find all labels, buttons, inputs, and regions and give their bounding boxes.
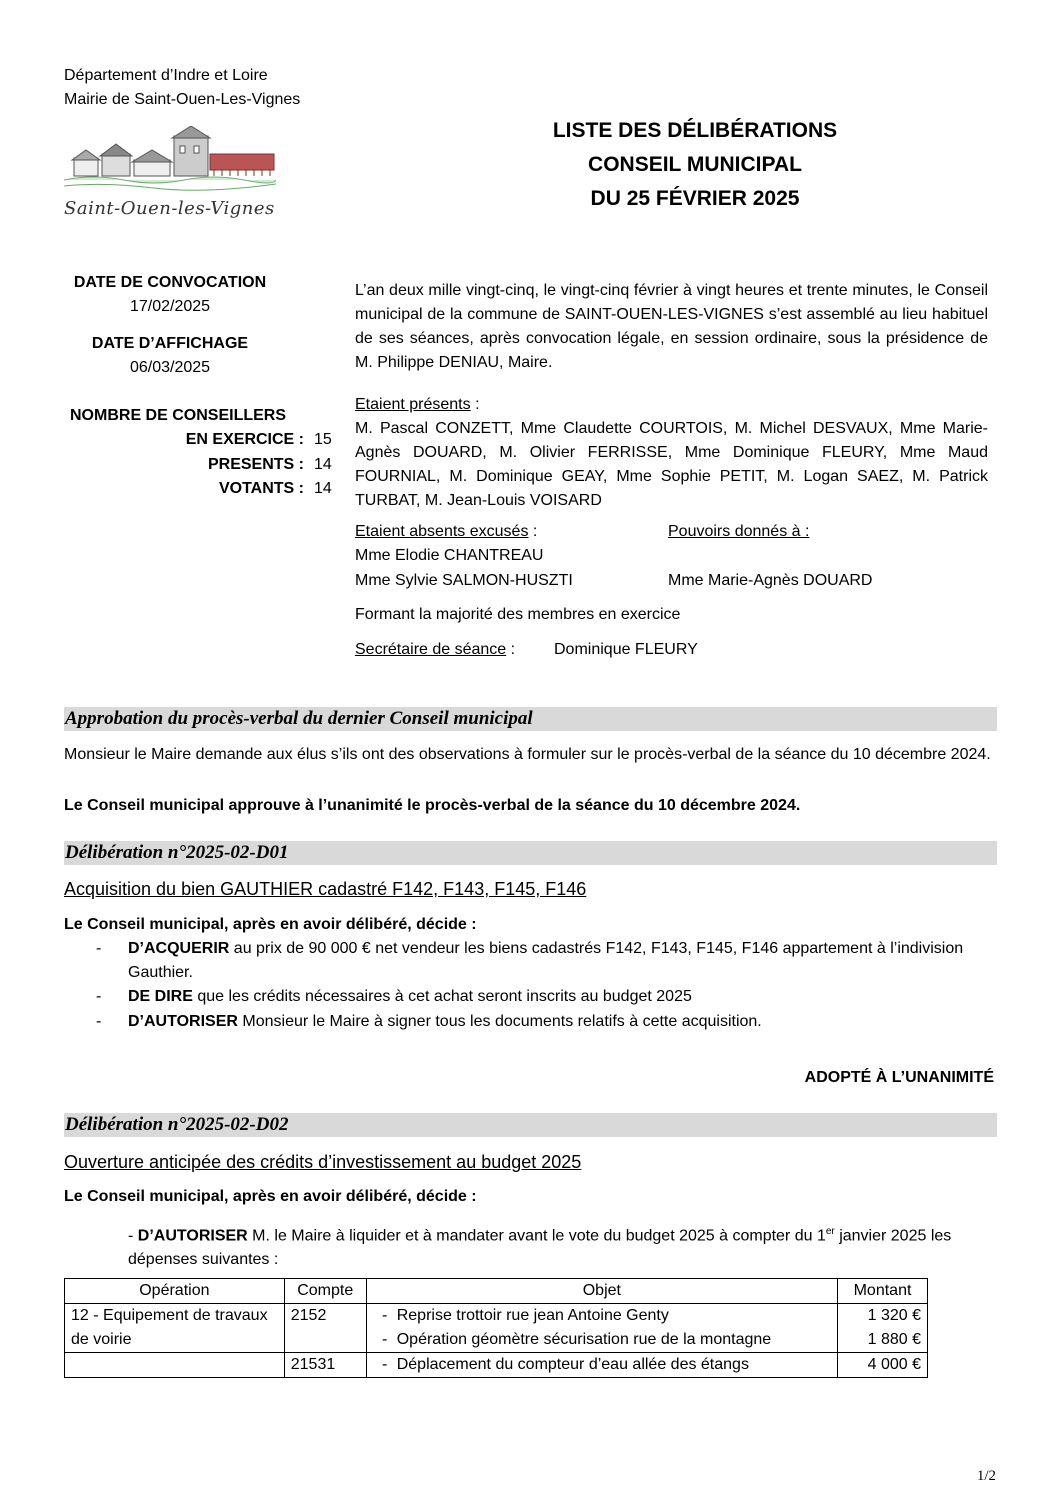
table-row [65, 1304, 928, 1329]
intro-paragraph: L’an deux mille vingt-cinq, le vingt-cinq février à vingt heures et trente minutes, le Conseil municipal de la commune de SAINT-OUEN-LES-VIGNES s’est assemblé au lieu habituel de ses séances, après convocation légale, en session ordinaire, sous la présidence de M. Philippe DENIAU, Maire. [355, 282, 988, 371]
votants-value: 14 [314, 480, 332, 497]
secretaire-sep: : [506, 641, 516, 658]
presents-block [355, 393, 988, 513]
d01-bullet-2: - DE DIRE que les crédits nécessaires à cet achat seront inscrits au budget 2025 [96, 988, 692, 1005]
presents-label: Etaient présents [355, 396, 471, 413]
pv-decision: Le Conseil municipal approuve à l’unanimité le procès-verbal de la séance du 10 décembre 2024. [64, 797, 801, 814]
section-bar-pv [64, 707, 997, 731]
table-header-operation: Opération [65, 1279, 285, 1304]
title-line-3: DU 25 FÉVRIER 2025 [590, 187, 800, 210]
d01-b3-text: Monsieur le Maire à signer tous les documents relatifs à cette acquisition. [237, 1013, 762, 1030]
absents-block [355, 523, 537, 541]
table-header-montant: Montant [838, 1279, 928, 1304]
operations-table [64, 1278, 928, 1378]
secretaire-name: Dominique FLEURY [554, 641, 698, 658]
mairie-logo [64, 126, 276, 236]
votants-label: VOTANTS : [218, 480, 304, 497]
absent-2: Mme Sylvie SALMON-HUSZTI [355, 572, 573, 589]
pouvoir-2: Mme Marie-Agnès DOUARD [668, 572, 873, 589]
convocation-date: 17/02/2025 [129, 298, 211, 315]
secretaire-label: Secrétaire de séance [355, 641, 507, 658]
objet-text: Opération géomètre sécurisation rue de la montagne [396, 1331, 772, 1348]
d02-item-prefix: - [128, 1227, 138, 1245]
d01-b1-bold: D’ACQUERIR [128, 940, 230, 957]
section-title-d01: Délibération n°2025-02-D01 [65, 842, 289, 863]
table-cell-compte: 2152 [284, 1304, 366, 1353]
table-cell-objet: - Reprise trottoir rue jean Antoine Genty [366, 1304, 837, 1329]
village-drawing-icon [64, 126, 276, 198]
presents-sep: : [470, 396, 480, 413]
majorite-text: Formant la majorité des membres en exercice [355, 606, 681, 623]
table-cell-montant: 1 320 € [838, 1304, 928, 1329]
absents-label: Etaient absents excusés [355, 523, 529, 540]
table-header-objet: Objet [366, 1279, 837, 1304]
table-cell-operation: 12 - Equipement de travaux de voirie [65, 1304, 285, 1353]
table-cell-montant: 1 880 € [838, 1328, 928, 1353]
presents-label: PRESENTS : [207, 456, 304, 473]
table-header-row [65, 1279, 928, 1304]
section-bar-d02 [64, 1113, 997, 1137]
pv-text: Monsieur le Maire demande aux élus s’ils ont des observations à formuler sur le procès-verbal de la séance du 10 décembre 2024. [64, 746, 991, 763]
table-cell-objet: - Déplacement du compteur d’eau allée des étangs [366, 1353, 837, 1378]
d02-item [128, 1220, 988, 1272]
affichage-label: DATE D’AFFICHAGE [91, 335, 249, 352]
d01-b3-bold: D’AUTORISER [128, 1013, 238, 1030]
exercice-value: 15 [314, 431, 332, 448]
table-cell-compte: 21531 [284, 1353, 366, 1378]
presents-value: 14 [314, 456, 332, 473]
d01-bullet-1: - D’ACQUERIR au prix de 90 000 € net vendeur les biens cadastrés F142, F143, F145, F146 appartement à l’indivision Gauthier. [96, 940, 964, 981]
d01-b2-text: que les crédits nécessaires à cet achat seront inscrits au budget 2025 [192, 988, 692, 1005]
title-line-2: CONSEIL MUNICIPAL [588, 153, 802, 176]
affichage-date: 06/03/2025 [129, 359, 211, 376]
table-row [65, 1353, 928, 1378]
d02-subtitle: Ouverture anticipée des crédits d’investissement au budget 2025 [64, 1152, 582, 1172]
d01-vote: ADOPTÉ À L’UNANIMITÉ [804, 1069, 994, 1086]
table-header-compte: Compte [284, 1279, 366, 1304]
objet-text: Reprise trottoir rue jean Antoine Genty [396, 1307, 669, 1324]
table-cell-montant: 4 000 € [838, 1353, 928, 1378]
section-bar-d01 [64, 841, 997, 865]
conseillers-label: NOMBRE DE CONSEILLERS [70, 407, 287, 424]
d02-item-sup: er [825, 1226, 835, 1237]
absent-1: Mme Elodie CHANTREAU [355, 547, 544, 564]
d01-bullet-3: - D’AUTORISER Monsieur le Maire à signer tous les documents relatifs à cette acquisition. [96, 1013, 762, 1030]
logo-caption: Saint-Ouen-les-Vignes [64, 198, 275, 219]
table-cell-objet: - Opération géomètre sécurisation rue de la montagne [366, 1328, 837, 1353]
d02-intro: Le Conseil municipal, après en avoir délibéré, décide : [64, 1188, 477, 1205]
section-title-pv: Approbation du procès-verbal du dernier Conseil municipal [65, 708, 533, 729]
convocation-label: DATE DE CONVOCATION [73, 274, 267, 291]
d02-item-bold: D’AUTORISER [137, 1227, 248, 1245]
presents-list: M. Pascal CONZETT, Mme Claudette COURTOIS, M. Michel DESVAUX, Mme Marie-Agnès DOUARD, M. Olivier FERRISSE, Mme Dominique FLEURY, Mme Maud FOURNIAL, M. Dominique GEAY, Mme Sophie PETIT, M. Logan SAEZ, M. Patrick TURBAT, M. Jean-Louis VOISARD [355, 420, 988, 509]
pouvoirs-label: Pouvoirs donnés à : [668, 523, 810, 540]
d02-item-text-b: janvier 2025 les dépenses suivantes : [128, 1227, 952, 1269]
section-title-d02: Délibération n°2025-02-D02 [65, 1114, 289, 1135]
d02-item-text-a: M. le Maire à liquider et à mandater avant le vote du budget 2025 à compter du 1 [247, 1227, 826, 1245]
absents-sep: : [528, 523, 538, 540]
objet-text: Déplacement du compteur d’eau allée des étangs [396, 1356, 749, 1373]
title-line-1: LISTE DES DÉLIBÉRATIONS [552, 119, 838, 142]
exercice-label: EN EXERCICE : [185, 431, 304, 448]
d01-subtitle: Acquisition du bien GAUTHIER cadastré F142, F143, F145, F146 [64, 879, 587, 899]
d01-b2-bold: DE DIRE [128, 988, 193, 1005]
table-cell-operation-empty [65, 1353, 285, 1378]
d01-intro: Le Conseil municipal, après en avoir délibéré, décide : [64, 916, 477, 933]
mairie: Mairie de Saint-Ouen-Les-Vignes [64, 91, 301, 108]
departement: Département d’Indre et Loire [64, 67, 268, 84]
secretaire-block [355, 641, 515, 659]
page-number: 1/2 [976, 1468, 996, 1484]
d01-b1-text: au prix de 90 000 € net vendeur les biens cadastrés F142, F143, F145, F146 appartement à l’indivision Gauthier. [128, 940, 964, 981]
